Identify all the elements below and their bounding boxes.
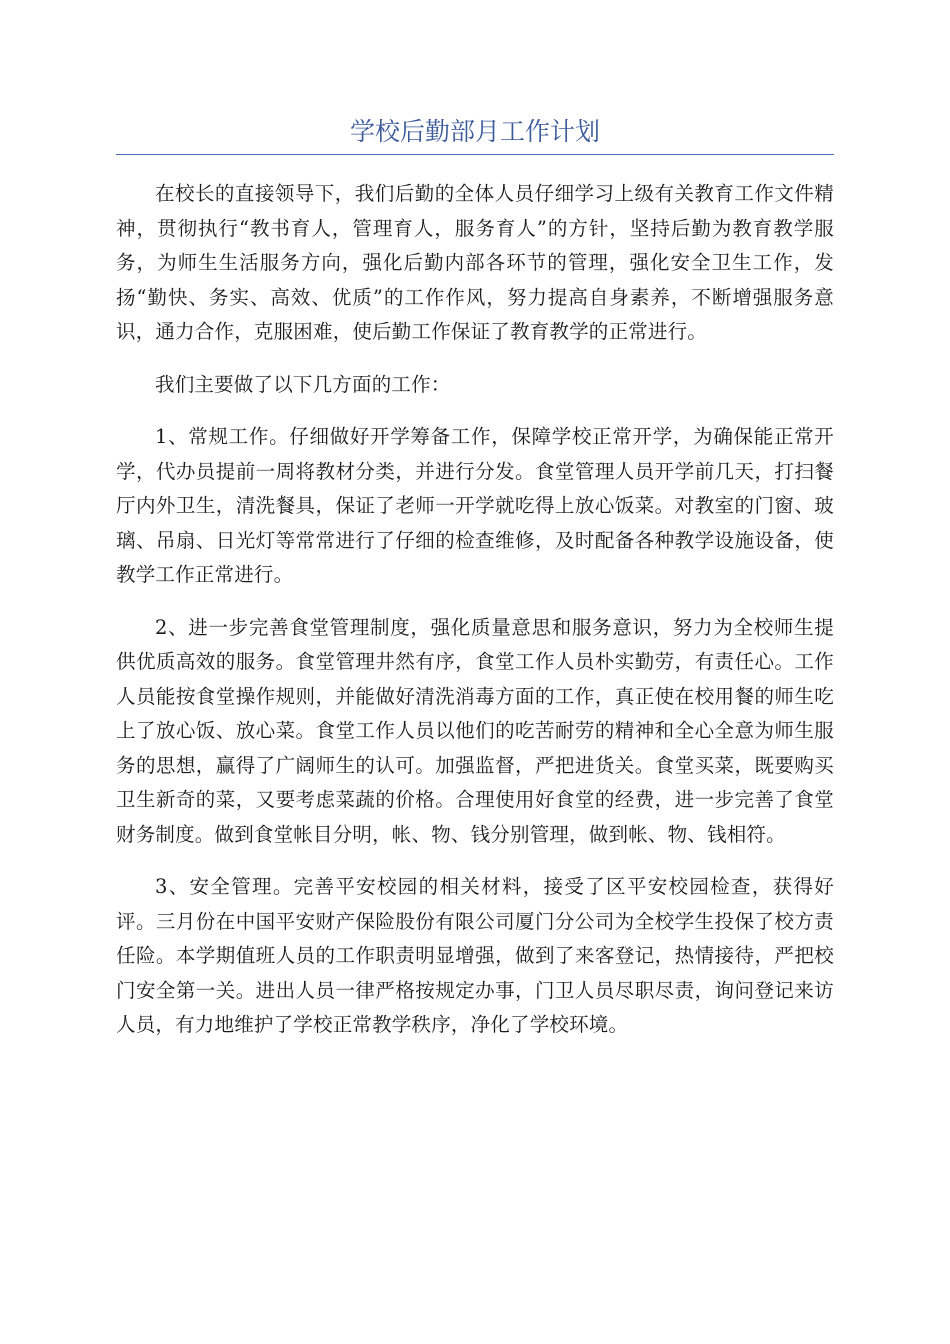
paragraph-routine-work: 1、常规工作。仔细做好开学筹备工作，保障学校正常开学，为确保能正常开学，代办员提前一周将教材分类，并进行分发。食堂管理人员开学前几天，打扫餐厅内外卫生，清洗餐具，保证了老师一开学就吃得上放心饭菜。对教室的门窗、玻璃、吊扇、日光灯等常常进行了仔细的检查维修，及时配备各种教学设施设备，使教学工作正常进行。 (116, 425, 834, 586)
paragraph-intro: 在校长的直接领导下，我们后勤的全体人员仔细学习上级有关教育工作文件精神，贯彻执行“教书育人，管理育人，服务育人”的方针，坚持后勤为教育教学服务，为师生生活服务方向，强化后勤内部各环节的管理，强化安全卫生工作，发扬“勤快、务实、高效、优质”的工作作风，努力提高自身素养，不断增强服务意识，通力合作，克服困难，使后勤工作保证了教育教学的正常进行。 (116, 182, 834, 343)
document-title: 学校后勤部月工作计划 (349, 117, 600, 146)
title-underline (116, 154, 834, 155)
paragraph-safety-management: 3、安全管理。完善平安校园的相关材料，接受了区平安校园检查，获得好评。三月份在中国平安财产保险股份有限公司厦门分公司为全校学生投保了校方责任险。本学期值班人员的工作职责明显增强，做到了来客登记，热情接待，严把校门安全第一关。进出人员一律严格按规定办事，门卫人员尽职尽责，询问登记来访人员，有力地维护了学校正常教学秩序，净化了学校环境。 (116, 875, 834, 1036)
paragraph-canteen-management: 2、进一步完善食堂管理制度，强化质量意思和服务意识，努力为全校师生提供优质高效的服务。食堂管理井然有序，食堂工作人员朴实勤劳，有责任心。工作人员能按食堂操作规则，并能做好清洗消毒方面的工作，真正使在校用餐的师生吃上了放心饭、放心菜。食堂工作人员以他们的吃苦耐劳的精神和全心全意为师生服务的思想，赢得了广阔师生的认可。加强监督，严把进货关。食堂买菜，既要购买卫生新奇的菜，又要考虑菜蔬的价格。合理使用好食堂的经费，进一步完善了食堂财务制度。做到食堂帐目分明，帐、物、钱分别管理，做到帐、物、钱相符。 (116, 615, 834, 846)
paragraph-overview: 我们主要做了以下几方面的工作： (155, 372, 451, 396)
document-body (116, 177, 834, 1061)
